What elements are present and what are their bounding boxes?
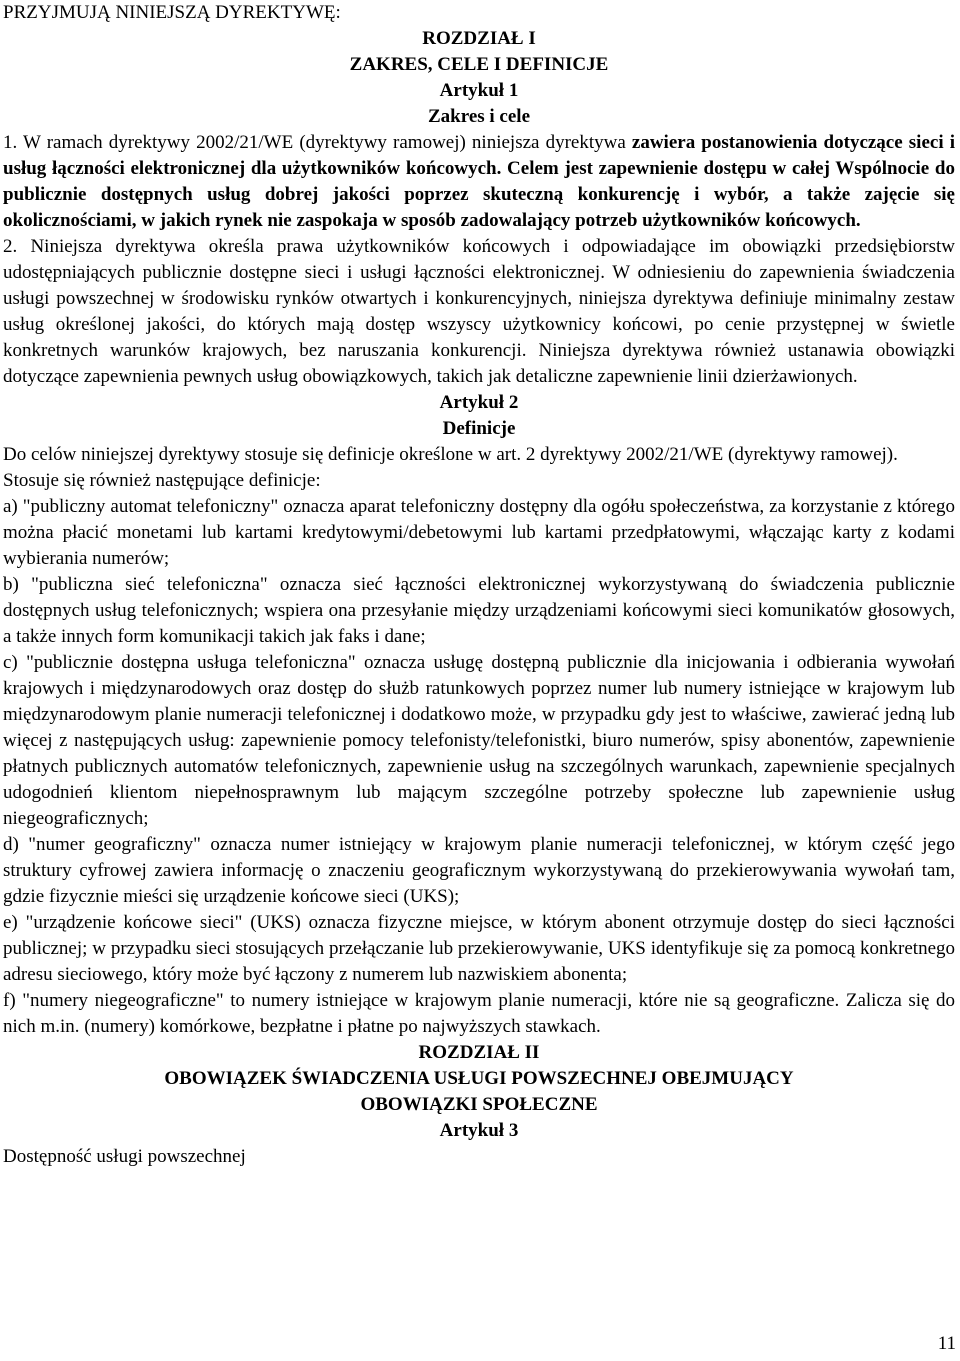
document-page xyxy=(3,0,955,1170)
chapter-1-title: ROZDZIAŁ I xyxy=(422,28,536,49)
article-2-heading: Artykuł 2 xyxy=(439,392,519,413)
article-3-heading: Artykuł 3 xyxy=(439,1120,519,1141)
article-2-paragraph-2: Stosuje się również następujące definicje: xyxy=(3,470,321,491)
chapter-2-subtitle-line-1: OBOWIĄZEK ŚWIADCZENIA USŁUGI POWSZECHNEJ OBEJMUJĄCY xyxy=(164,1068,794,1089)
article-1-heading: Artykuł 1 xyxy=(439,80,519,101)
intro-line: PRZYJMUJĄ NINIEJSZĄ DYREKTYWĘ: xyxy=(3,2,341,23)
page-number: 11 xyxy=(937,1333,956,1354)
article-1-paragraph-2: 2. Niniejsza dyrektywa określa prawa użytkowników końcowych i odpowiadające im obowiązki przedsiębiorstw udostępniających publicznie dostępne sieci i usługi łączności elektronicznej. W odniesieniu do zapewnienia świadczenia usługi powszechnej w środowisku rynków otwartych i konkurencyjnych, niniejsza dyrektywa definiuje minimalny zestaw usług określonej jakości, do których mają dostęp wszyscy użytkownicy końcowi, po cenie przystępnej w świetle konkretnych warunków krajowych, bez naruszania konkurencji. Niniejsza dyrektywa również ustanawia obowiązki dotyczące zapewnienia pewnych usług obowiązkowych, takich jak detaliczne zapewnienie linii dzierżawionych. xyxy=(3,236,955,387)
definition-d: d) "numer geograficzny" oznacza numer istniejący w krajowym planie numeracji telefonicznej, w którym część jego struktury cyfrowej zawiera informację o znaczeniu geograficznym wykorzystywaną do przekierowywania wywołań tam, gdzie fizycznie mieści się urządzenie końcowe sieci (UKS); xyxy=(3,834,955,907)
article-2-title: Definicje xyxy=(442,418,516,439)
chapter-1-subtitle: ZAKRES, CELE I DEFINICJE xyxy=(349,54,609,75)
article-1-paragraph-1-plain: 1. W ramach dyrektywy 2002/21/WE (dyrektywy ramowej) niniejsza dyrektywa xyxy=(3,132,632,153)
definition-e: e) "urządzenie końcowe sieci" (UKS) oznacza fizyczne miejsce, w którym abonent otrzymuje dostęp do sieci łączności publicznej; w przypadku sieci stosujących przełączanie lub przekierowywanie, UKS identyfikuje się za pomocą konkretnego adresu sieciowego, który może być łączony z numerem lub nazwiskiem abonenta; xyxy=(3,912,955,985)
article-3-title: Dostępność usługi powszechnej xyxy=(3,1146,246,1167)
definition-b: b) "publiczna sieć telefoniczna" oznacza sieć łączności elektronicznej wykorzystywaną do świadczenia publicznie dostępnych usług telefonicznych; wspiera ona przesyłanie między urządzeniami końcowymi sieci komunikatów głosowych, a także innych form komunikacji takich jak faks i dane; xyxy=(3,574,955,647)
definition-a: a) "publiczny automat telefoniczny" oznacza aparat telefoniczny dostępny dla ogółu społeczeństwa, za korzystanie z którego można płacić monetami lub kartami kredytowymi/debetowymi lub kartami przedpłatowymi, włączając karty z kodami wybierania numerów; xyxy=(3,496,955,569)
definition-c: c) "publicznie dostępna usługa telefoniczna" oznacza usługę dostępną publicznie dla inicjowania i odbierania wywołań krajowych i międzynarodowych oraz dostęp do służb ratunkowych poprzez numer lub numery istniejące w krajowym lub międzynarodowym planie numeracji telefonicznej i dodatkowo może, w przypadku gdy jest to właściwe, zawierać jedną lub więcej z następujących usług: zapewnienie pomocy telefonisty/telefonistki, biuro numerów, spisy abonentów, zapewnienie płatnych publicznych automatów telefonicznych, zapewnienie usług na szczególnych warunkach, zapewnienie specjalnych udogodnień klientom niepełnosprawnym lub mającym szczególne potrzeby społeczne lub zapewnienie usług niegeograficznych; xyxy=(3,652,955,829)
chapter-2-subtitle-line-2: OBOWIĄZKI SPOŁECZNE xyxy=(360,1094,598,1115)
article-1-paragraph-1-bold: zawiera postanowienia dotyczące sieci i usług łączności elektronicznej dla użytkowników końcowych. Celem jest zapewnienie dostępu w całej Wspólnocie do publicznie dostępnych usług dobrej jakości poprzez skuteczną konkurencję i wybór, a także zajęcie się okolicznościami, w jakich rynek nie zaspokaja w sposób zadowalający potrzeb użytkowników końcowych. xyxy=(3,132,955,231)
definition-f: f) "numery niegeograficzne" to numery istniejące w krajowym planie numeracji, które nie są geograficzne. Zalicza się do nich m.in. (numery) komórkowe, bezpłatne i płatne po najwyższych stawkach. xyxy=(3,990,955,1037)
chapter-2-title: ROZDZIAŁ II xyxy=(418,1042,540,1063)
article-1-paragraph-1 xyxy=(3,130,955,234)
article-1-title: Zakres i cele xyxy=(427,106,530,127)
article-2-paragraph-1: Do celów niniejszej dyrektywy stosuje się definicje określone w art. 2 dyrektywy 2002/21/WE (dyrektywy ramowej). xyxy=(3,444,898,465)
